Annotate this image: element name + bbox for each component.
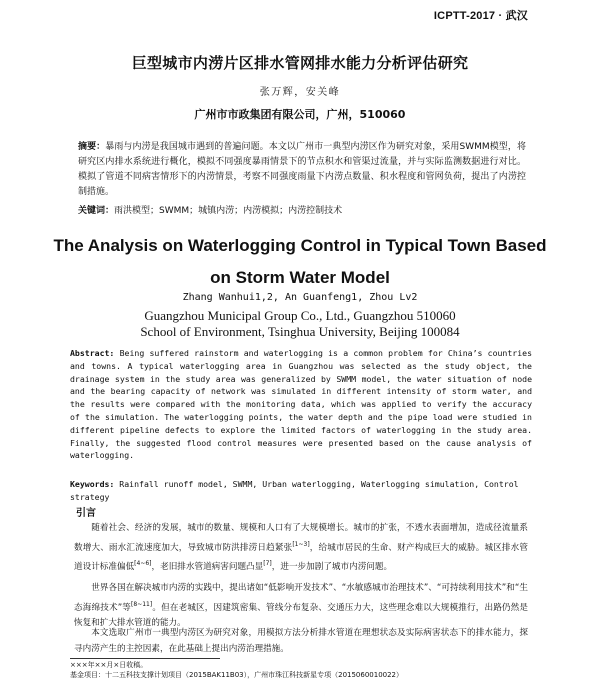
- body-paragraph-2: [74, 581, 528, 631]
- footnote-rule: [70, 658, 220, 659]
- chinese-affiliation: 广州市市政集团有限公司，广州，510060: [194, 108, 406, 121]
- p2-text-b: 。但在老城区，因建筑密集、管线分布复杂、交通压力大，这些理念难以大规模推行，出路仍然是恢复和扩大排水管道的能力。: [74, 602, 529, 628]
- chinese-title: 巨型城市内涝片区排水管网排水能力分析评估研究: [131, 54, 469, 72]
- p1-citation-3: [7]: [263, 559, 272, 567]
- english-keywords-label: Keywords:: [70, 479, 115, 489]
- p1-citation-1: [1~3]: [292, 540, 310, 548]
- english-keywords: [70, 478, 532, 503]
- chinese-abstract: [78, 140, 526, 200]
- footnote: [70, 660, 403, 680]
- p1-text-d: ，进一步加剧了城市内涝问题。: [271, 561, 393, 572]
- p1-citation-2: [4~6]: [134, 559, 152, 567]
- body-paragraph-3: [74, 626, 528, 657]
- p3-text: 本文选取广州市一典型内涝区为研究对象，用模拟方法分析排水管道在理想状态及实际病害状态下的排水能力，探寻内涝产生的主控因素，在此基础上提出内涝治理措施。: [74, 628, 528, 654]
- english-affiliation-2: School of Environment, Tsinghua University, Beijing 100084: [140, 324, 460, 339]
- english-abstract: [70, 347, 532, 462]
- p2-text-a: 世界各国在解决城市内涝的实践中，提出诸如“低影响开发技术”、“水敏感城市治理技术”、“可持续利用技术”和“生态海绵技术”等: [74, 583, 528, 613]
- p2-citation: [8~11]: [131, 600, 153, 608]
- english-title: [0, 230, 600, 294]
- p1-text-c: ，老旧排水管道病害问题凸显: [151, 561, 264, 572]
- english-affiliations: [0, 308, 600, 340]
- chinese-abstract-label: 摘要：: [78, 142, 106, 152]
- english-authors: Zhang Wanhui1,2, An Guanfeng1, Zhou Lv2: [182, 292, 418, 303]
- conference-header: ICPTT-2017 · 武汉: [433, 10, 528, 22]
- footnote-funding: 基金项目：十二五科技支撑计划项目（2015BAK11B03），广州市珠江科技新星专项（2015060010022）: [70, 671, 404, 679]
- chinese-keywords-label: 关键词：: [78, 206, 115, 216]
- footnote-received: ×××年××月×日收稿。: [70, 661, 148, 669]
- body-paragraph-1: [74, 521, 528, 575]
- english-title-line-1: The Analysis on Waterlogging Control in Typical Town Based: [53, 236, 547, 255]
- english-abstract-text: Being suffered rainstorm and waterlogging is a common problem for China’s countries and towns. A typical waterlogging area in Guangzhou was selected as the study object, the drainage system in the study area was generalized by SWMM model, the water situation of node and the bearing capacity of network was simulated in different intensity of storm water, and the results were compared with the monitoring data, which was applied to verify the accuracy of the simulation. The waterlogging points, the water depth and the pipe load were studied in different pipeline defects to explore the limited factors of waterlogging in the study area. Finally, the suggested flood control measures were presented based on the cause analysis of waterlogging.: [70, 348, 532, 461]
- p1-text-b: ，给城市居民的生命、财产构成巨大的威胁。城区排水管道设计标准偏低: [74, 542, 528, 572]
- english-title-line-2: on Storm Water Model: [210, 268, 390, 287]
- section-heading: 引言: [76, 508, 96, 519]
- english-keywords-text: Rainfall runoff model, SWMM, Urban waterlogging, Waterlogging simulation, Control strategy: [70, 479, 519, 502]
- chinese-abstract-text: 暴雨与内涝是我国城市遇到的普遍问题。本文以广州市一典型内涝区作为研究对象，采用SWMM模型，将研究区内排水系统进行概化，模拟不同强度暴雨情景下的节点积水和管渠过流量，并与实际监测数据进行对比。模拟了管道不同病害情形下的内涝情景，考察不同强度雨量下内涝点数量、积水程度和管网负荷，提出了内涝控制措施。: [78, 142, 526, 197]
- chinese-keywords: [78, 203, 526, 216]
- english-affiliation-1: Guangzhou Municipal Group Co., Ltd., Guangzhou 510060: [144, 308, 456, 323]
- p1-text-a: 随着社会、经济的发展，城市的数量、规模和人口有了大规模增长。城市的扩张，不透水表面增加，造成径流量系数增大、雨水汇流速度加大，导致城市防洪排涝日趋紧张: [74, 523, 528, 553]
- english-abstract-label: Abstract:: [70, 348, 115, 358]
- chinese-keywords-text: 雨洪模型；SWMM；城镇内涝；内涝模拟；内涝控制技术: [114, 206, 343, 216]
- chinese-authors: 张万辉，安关峰: [259, 87, 341, 98]
